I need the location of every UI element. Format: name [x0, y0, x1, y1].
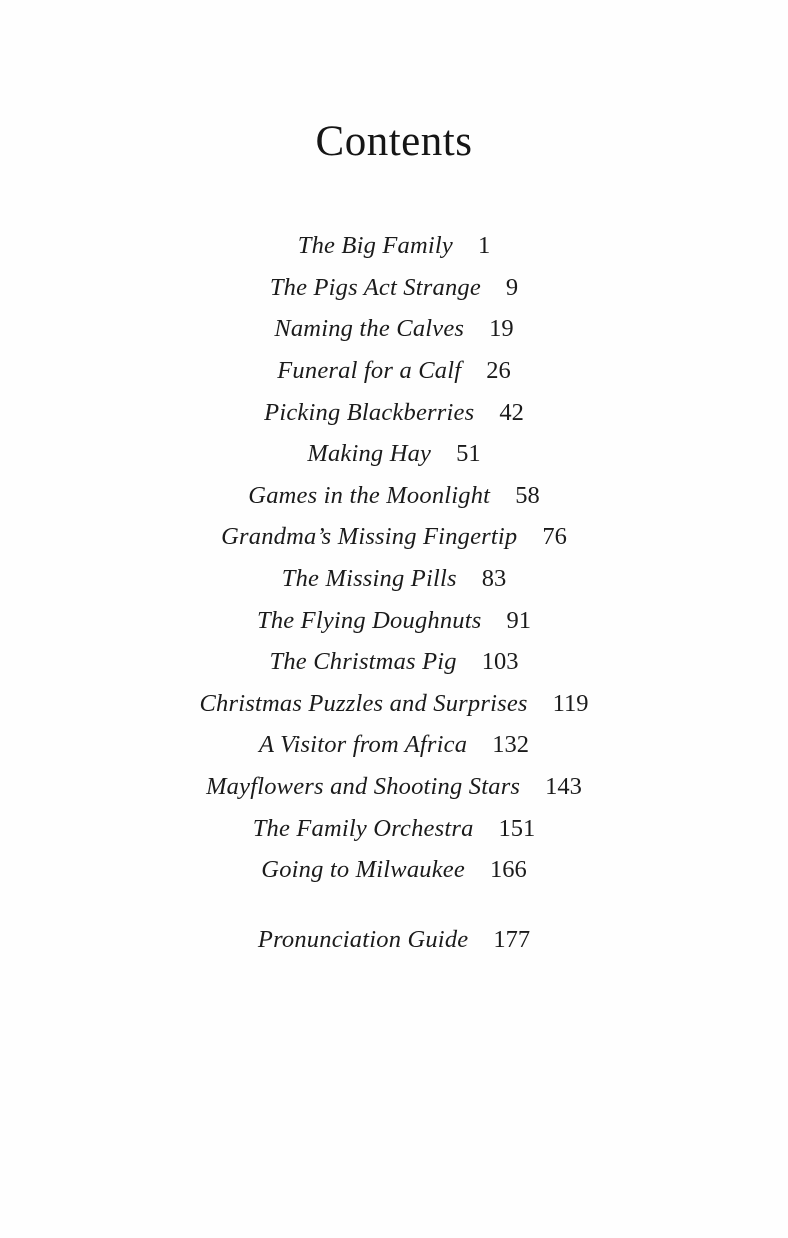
- chapter-page-number: 76: [542, 523, 567, 551]
- page-title: Contents: [315, 118, 473, 165]
- chapter-page-number: 42: [499, 398, 524, 426]
- toc-entry: [0, 600, 788, 642]
- chapter-title: Going to Milwaukee: [261, 856, 465, 884]
- chapter-title: The Family Orchestra: [252, 814, 474, 842]
- chapter-title: Making Hay: [307, 440, 432, 468]
- toc-entry: [0, 433, 788, 475]
- chapter-page-number: 83: [481, 565, 507, 593]
- chapter-page-number: 19: [489, 315, 514, 343]
- chapter-page-number: 103: [481, 648, 519, 676]
- chapter-page-number: 151: [498, 814, 536, 842]
- toc-entry: [0, 558, 788, 600]
- chapter-title: Grandma’s Missing Fingertip: [221, 523, 518, 551]
- toc-entry: [0, 225, 788, 267]
- toc-entry: [0, 919, 788, 961]
- chapter-title: Funeral for a Calf: [277, 357, 462, 385]
- chapter-title: The Christmas Pig: [269, 648, 457, 676]
- chapter-title: The Big Family: [297, 232, 453, 260]
- table-of-contents: [0, 225, 788, 960]
- chapter-title: Games in the Moonlight: [248, 481, 491, 509]
- toc-entry: [0, 267, 788, 309]
- chapter-page-number: 9: [505, 273, 519, 301]
- chapter-page-number: 166: [489, 856, 527, 884]
- chapter-title: The Missing Pills: [281, 565, 457, 593]
- chapter-title: Mayflowers and Shooting Stars: [206, 773, 521, 801]
- toc-entry: [0, 350, 788, 392]
- chapter-page-number: 143: [545, 773, 582, 801]
- toc-entry: [0, 849, 788, 891]
- chapter-title: The Flying Doughnuts: [257, 606, 482, 634]
- chapter-page-number: 58: [515, 481, 540, 509]
- toc-entry: [0, 641, 788, 683]
- chapter-title: Christmas Puzzles and Surprises: [199, 689, 528, 717]
- toc-entry: [0, 516, 788, 558]
- toc-entry: [0, 475, 788, 517]
- toc-entry: [0, 808, 788, 850]
- chapter-page-number: 51: [456, 440, 481, 468]
- chapter-page-number: 119: [552, 689, 589, 717]
- toc-entry: [0, 766, 788, 808]
- toc-entry: [0, 724, 788, 766]
- chapter-title: Naming the Calves: [274, 315, 465, 343]
- chapter-page-number: 26: [486, 357, 511, 385]
- chapter-page-number: 132: [492, 731, 529, 759]
- chapter-title: A Visitor from Africa: [259, 731, 468, 759]
- chapter-title: The Pigs Act Strange: [269, 273, 481, 301]
- chapter-page-number: 1: [477, 232, 491, 260]
- toc-entry: [0, 392, 788, 434]
- toc-entry: [0, 683, 788, 725]
- chapter-title: Pronunciation Guide: [257, 925, 469, 953]
- toc-entry: [0, 308, 788, 350]
- chapter-page-number: 91: [506, 606, 531, 634]
- chapter-page-number: 177: [493, 925, 531, 953]
- chapter-title: Picking Blackberries: [264, 398, 475, 426]
